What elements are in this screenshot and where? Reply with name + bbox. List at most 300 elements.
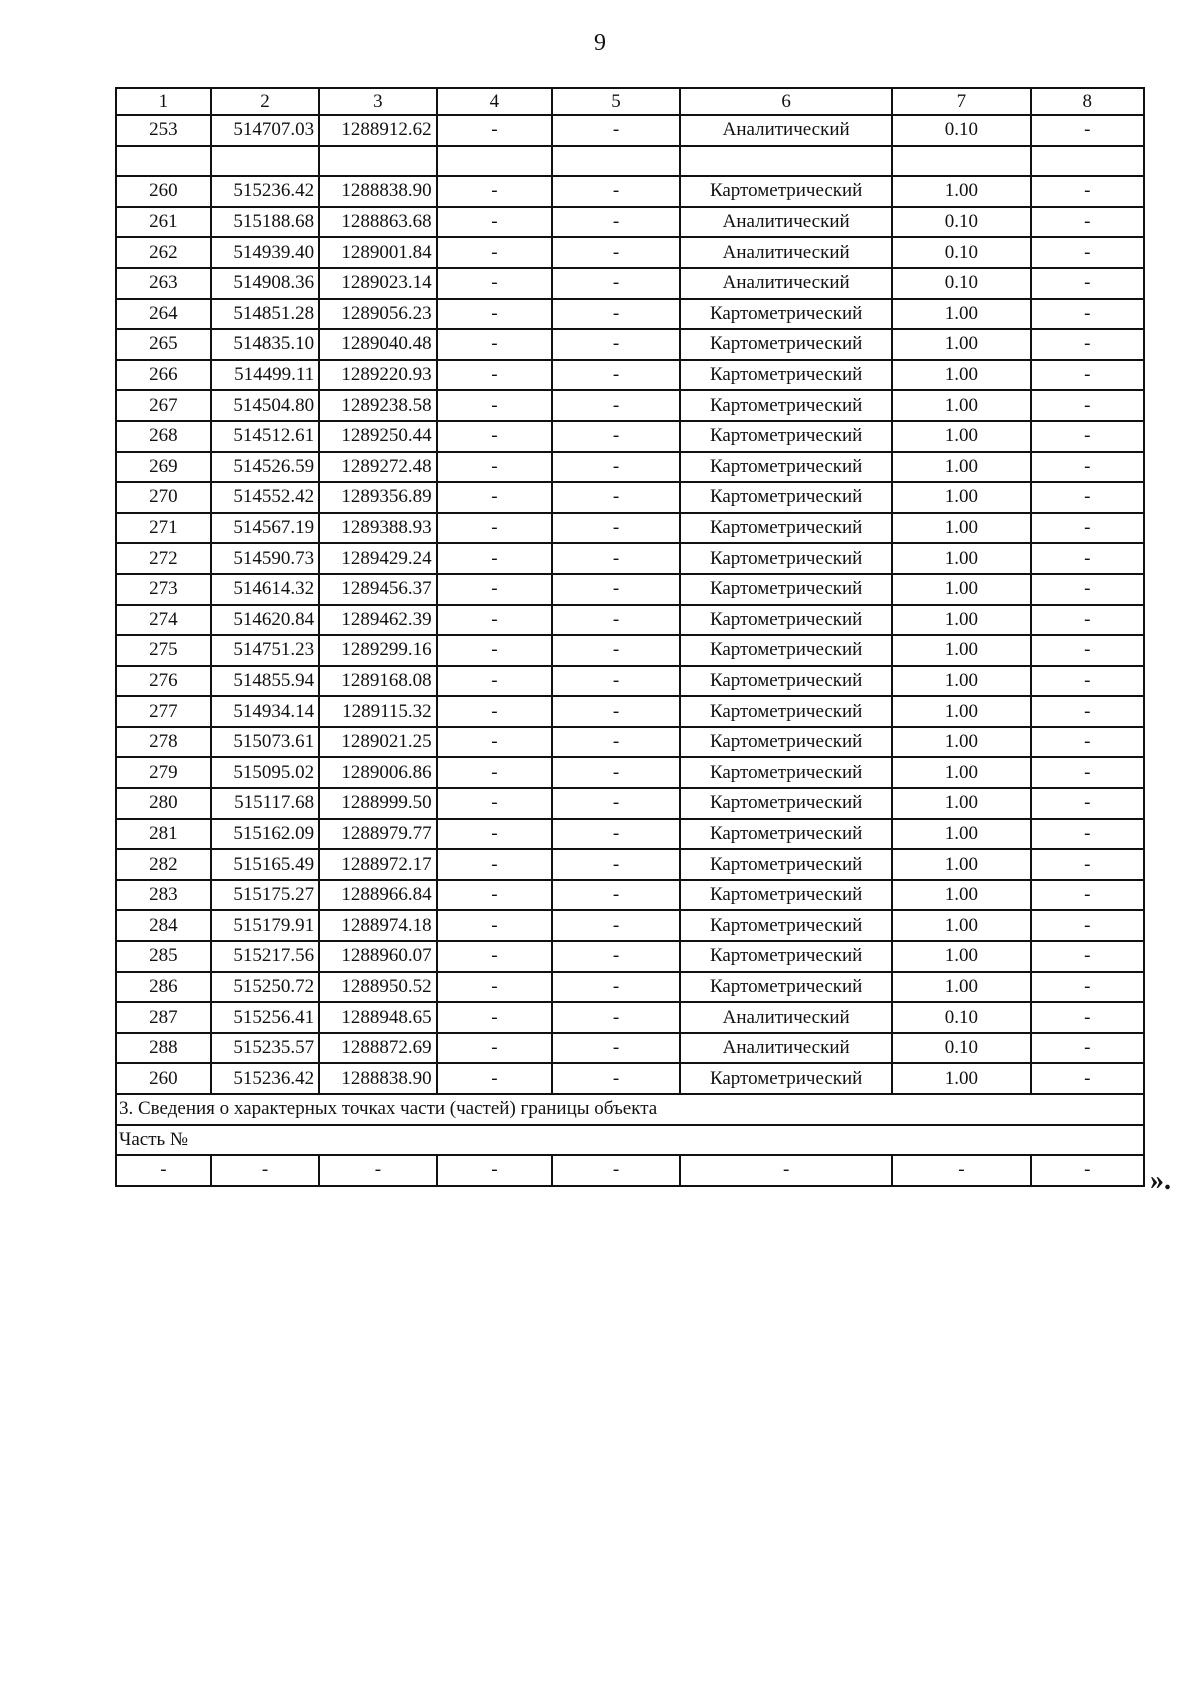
table-cell: - xyxy=(437,421,552,452)
table-cell: 515188.68 xyxy=(211,207,319,238)
table-cell: - xyxy=(552,757,680,788)
table-row xyxy=(116,880,1144,911)
table-cell: - xyxy=(1031,452,1145,483)
table-cell: Картометрический xyxy=(680,727,892,758)
table-cell: - xyxy=(552,574,680,605)
table-row xyxy=(116,390,1144,421)
table-cell: - xyxy=(1031,819,1145,850)
table-cell: 515250.72 xyxy=(211,972,319,1003)
section-title: 3. Сведения о характерных точках части (частей) границы объекта xyxy=(116,1094,1144,1125)
table-cell: 273 xyxy=(116,574,211,605)
table-cell: 1289023.14 xyxy=(319,268,437,299)
table-body xyxy=(116,115,1144,1094)
table-cell: 514939.40 xyxy=(211,237,319,268)
table-cell: 1288872.69 xyxy=(319,1033,437,1064)
table-cell: 514707.03 xyxy=(211,115,319,146)
table-cell: Картометрический xyxy=(680,666,892,697)
table-cell: - xyxy=(1031,788,1145,819)
table-cell: Картометрический xyxy=(680,176,892,207)
table-cell: - xyxy=(1031,268,1145,299)
table-row xyxy=(116,635,1144,666)
table-cell: 1.00 xyxy=(892,910,1030,941)
table-cell: Картометрический xyxy=(680,696,892,727)
table-cell: 1289168.08 xyxy=(319,666,437,697)
table-row xyxy=(116,696,1144,727)
table-cell: 0.10 xyxy=(892,237,1030,268)
table-cell: Картометрический xyxy=(680,972,892,1003)
table-cell: - xyxy=(552,910,680,941)
table-cell: - xyxy=(552,941,680,972)
table-cell: 261 xyxy=(116,207,211,238)
table-cell: 1289462.39 xyxy=(319,605,437,636)
table-cell: - xyxy=(437,1063,552,1094)
table-cell: 1.00 xyxy=(892,176,1030,207)
part-cell: - xyxy=(1031,1155,1145,1186)
table-cell: 1288979.77 xyxy=(319,819,437,850)
table-cell: 0.10 xyxy=(892,1002,1030,1033)
table-cell: 514590.73 xyxy=(211,543,319,574)
part-cell: - xyxy=(680,1155,892,1186)
table-cell: - xyxy=(552,880,680,911)
table-cell: - xyxy=(1031,972,1145,1003)
table-cell: - xyxy=(437,299,552,330)
table-cell: 1288838.90 xyxy=(319,176,437,207)
table-cell: - xyxy=(1031,115,1145,146)
table-cell: 1288912.62 xyxy=(319,115,437,146)
table-cell: Картометрический xyxy=(680,635,892,666)
table-cell: Аналитический xyxy=(680,207,892,238)
table-cell: - xyxy=(437,329,552,360)
table-cell: Аналитический xyxy=(680,1033,892,1064)
table-cell: 515236.42 xyxy=(211,1063,319,1094)
table-cell: - xyxy=(552,1063,680,1094)
table-cell: 260 xyxy=(116,1063,211,1094)
table-cell: 287 xyxy=(116,1002,211,1033)
table-cell: - xyxy=(437,115,552,146)
table-cell: 514552.42 xyxy=(211,482,319,513)
header-cell: 8 xyxy=(1031,88,1145,115)
table-cell: - xyxy=(1031,757,1145,788)
table-cell: - xyxy=(552,849,680,880)
table-cell: 288 xyxy=(116,1033,211,1064)
table-cell: 515217.56 xyxy=(211,941,319,972)
table-cell: Картометрический xyxy=(680,788,892,819)
table-cell: - xyxy=(437,972,552,1003)
table-cell: - xyxy=(437,880,552,911)
table-cell: - xyxy=(437,666,552,697)
table-cell: - xyxy=(1031,849,1145,880)
table-cell: - xyxy=(552,543,680,574)
table-cell: - xyxy=(437,757,552,788)
table-cell: 0.10 xyxy=(892,115,1030,146)
table-cell: Картометрический xyxy=(680,910,892,941)
table-cell: - xyxy=(1031,696,1145,727)
table-cell: 262 xyxy=(116,237,211,268)
table-cell: 1.00 xyxy=(892,941,1030,972)
table-cell: - xyxy=(1031,207,1145,238)
table-cell: - xyxy=(1031,1002,1145,1033)
table-cell: - xyxy=(552,207,680,238)
table-cell: 286 xyxy=(116,972,211,1003)
table-cell: 285 xyxy=(116,941,211,972)
table-cell: - xyxy=(552,513,680,544)
table-row xyxy=(116,207,1144,238)
table-cell: 1.00 xyxy=(892,390,1030,421)
table-cell: - xyxy=(1031,1033,1145,1064)
table-cell: - xyxy=(1031,727,1145,758)
table-row xyxy=(116,819,1144,850)
table-cell: - xyxy=(1031,1063,1145,1094)
table-cell: 271 xyxy=(116,513,211,544)
table-cell: 283 xyxy=(116,880,211,911)
table-cell: - xyxy=(437,1033,552,1064)
table-row xyxy=(116,452,1144,483)
table-cell: 1.00 xyxy=(892,329,1030,360)
table-cell xyxy=(211,146,319,177)
table-cell: - xyxy=(437,574,552,605)
table-cell: 1.00 xyxy=(892,757,1030,788)
table-cell: - xyxy=(437,543,552,574)
table-row xyxy=(116,268,1144,299)
table-cell: - xyxy=(1031,605,1145,636)
table-cell: 1288948.65 xyxy=(319,1002,437,1033)
table-cell: 1289021.25 xyxy=(319,727,437,758)
table-cell: 1289006.86 xyxy=(319,757,437,788)
table-cell: Картометрический xyxy=(680,360,892,391)
table-cell: 1289056.23 xyxy=(319,299,437,330)
table-row xyxy=(116,421,1144,452)
table-cell: 1.00 xyxy=(892,299,1030,330)
header-cell: 5 xyxy=(552,88,680,115)
table-cell: - xyxy=(437,390,552,421)
table-cell xyxy=(437,146,552,177)
table-cell: - xyxy=(1031,666,1145,697)
table-cell: 253 xyxy=(116,115,211,146)
table-cell: 515236.42 xyxy=(211,176,319,207)
table-cell: - xyxy=(437,788,552,819)
table-cell: - xyxy=(437,819,552,850)
table-cell: 265 xyxy=(116,329,211,360)
table-cell: Аналитический xyxy=(680,1002,892,1033)
table-row xyxy=(116,146,1144,177)
table-cell: - xyxy=(552,1033,680,1064)
part-row xyxy=(116,1155,1144,1186)
table-cell: 1.00 xyxy=(892,1063,1030,1094)
table-cell: 514851.28 xyxy=(211,299,319,330)
table-cell: 514620.84 xyxy=(211,605,319,636)
table-cell: Картометрический xyxy=(680,421,892,452)
table-cell: - xyxy=(1031,574,1145,605)
table-cell: - xyxy=(552,237,680,268)
table-cell: - xyxy=(1031,329,1145,360)
table-cell: 278 xyxy=(116,727,211,758)
table-cell: 260 xyxy=(116,176,211,207)
table-cell: 1288950.52 xyxy=(319,972,437,1003)
section-row xyxy=(116,1094,1144,1125)
table-cell: Аналитический xyxy=(680,115,892,146)
table-cell: 1288972.17 xyxy=(319,849,437,880)
part-cell: - xyxy=(319,1155,437,1186)
table-cell: 514499.11 xyxy=(211,360,319,391)
table-cell: - xyxy=(552,635,680,666)
table-cell: 514526.59 xyxy=(211,452,319,483)
table-cell xyxy=(552,146,680,177)
table-cell: - xyxy=(1031,635,1145,666)
table-cell: Картометрический xyxy=(680,757,892,788)
table-cell: 0.10 xyxy=(892,207,1030,238)
table-cell: 1.00 xyxy=(892,666,1030,697)
table-cell: 1289040.48 xyxy=(319,329,437,360)
table-cell: - xyxy=(1031,176,1145,207)
table-cell: 1.00 xyxy=(892,543,1030,574)
table-cell: - xyxy=(1031,513,1145,544)
table-cell: 1288999.50 xyxy=(319,788,437,819)
table-cell: 1288966.84 xyxy=(319,880,437,911)
table-cell xyxy=(319,146,437,177)
table-cell xyxy=(116,146,211,177)
table-cell: 1.00 xyxy=(892,513,1030,544)
table-cell: - xyxy=(552,421,680,452)
table-cell: - xyxy=(1031,390,1145,421)
table-cell: - xyxy=(1031,482,1145,513)
header-cell: 2 xyxy=(211,88,319,115)
table-cell: 1289220.93 xyxy=(319,360,437,391)
table-cell xyxy=(680,146,892,177)
table-row xyxy=(116,1002,1144,1033)
table-cell: - xyxy=(437,207,552,238)
table-cell: 1289456.37 xyxy=(319,574,437,605)
page-number: 9 xyxy=(594,30,606,56)
table-cell: - xyxy=(552,329,680,360)
table-cell: Картометрический xyxy=(680,513,892,544)
table-cell: 266 xyxy=(116,360,211,391)
table-cell: - xyxy=(437,696,552,727)
table-row xyxy=(116,329,1144,360)
table-cell: 515175.27 xyxy=(211,880,319,911)
table-cell: Картометрический xyxy=(680,574,892,605)
table-cell: Картометрический xyxy=(680,605,892,636)
table-cell: - xyxy=(1031,237,1145,268)
table-cell: 1289299.16 xyxy=(319,635,437,666)
table-cell: 515165.49 xyxy=(211,849,319,880)
table-cell: 1.00 xyxy=(892,972,1030,1003)
table-cell: - xyxy=(552,972,680,1003)
table-cell: 277 xyxy=(116,696,211,727)
table-cell: Картометрический xyxy=(680,1063,892,1094)
table-cell: 514512.61 xyxy=(211,421,319,452)
table-cell: 1.00 xyxy=(892,727,1030,758)
table-cell: 272 xyxy=(116,543,211,574)
table-cell: - xyxy=(552,788,680,819)
table-cell: 1.00 xyxy=(892,605,1030,636)
table-cell xyxy=(1031,146,1145,177)
part-cell: - xyxy=(437,1155,552,1186)
table-cell: 275 xyxy=(116,635,211,666)
table-row xyxy=(116,727,1144,758)
table-cell: 1.00 xyxy=(892,696,1030,727)
table-cell: - xyxy=(1031,299,1145,330)
table-cell: 281 xyxy=(116,819,211,850)
table-cell: - xyxy=(1031,360,1145,391)
table-cell: - xyxy=(552,605,680,636)
table-cell: Аналитический xyxy=(680,268,892,299)
table-row xyxy=(116,574,1144,605)
table-cell: - xyxy=(552,1002,680,1033)
table-cell: 270 xyxy=(116,482,211,513)
table-cell: 269 xyxy=(116,452,211,483)
table-cell: 1289238.58 xyxy=(319,390,437,421)
table-cell: - xyxy=(437,482,552,513)
table-cell: - xyxy=(437,176,552,207)
table-row xyxy=(116,513,1144,544)
table-cell: - xyxy=(1031,941,1145,972)
table-cell xyxy=(892,146,1030,177)
table-cell: 515073.61 xyxy=(211,727,319,758)
table-cell: 514908.36 xyxy=(211,268,319,299)
table-row xyxy=(116,666,1144,697)
table-cell: Картометрический xyxy=(680,482,892,513)
table-cell: - xyxy=(552,360,680,391)
table-cell: 1289429.24 xyxy=(319,543,437,574)
table-cell: 267 xyxy=(116,390,211,421)
closing-quote: ». xyxy=(1150,1165,1171,1196)
table-cell: Картометрический xyxy=(680,849,892,880)
table-cell: 1.00 xyxy=(892,574,1030,605)
table-cell: - xyxy=(437,605,552,636)
table-cell: 1.00 xyxy=(892,635,1030,666)
table-cell: - xyxy=(552,390,680,421)
table-cell: - xyxy=(437,849,552,880)
part-cell: - xyxy=(211,1155,319,1186)
table-cell: 274 xyxy=(116,605,211,636)
table-cell: 280 xyxy=(116,788,211,819)
table-cell: 1.00 xyxy=(892,482,1030,513)
table-cell: - xyxy=(552,115,680,146)
table-cell: 1.00 xyxy=(892,452,1030,483)
table-cell: 1289115.32 xyxy=(319,696,437,727)
table-cell: Картометрический xyxy=(680,819,892,850)
table-cell: 279 xyxy=(116,757,211,788)
header-cell: 6 xyxy=(680,88,892,115)
table-cell: 1289250.44 xyxy=(319,421,437,452)
table-cell: Картометрический xyxy=(680,543,892,574)
table-cell: 263 xyxy=(116,268,211,299)
table-cell: 276 xyxy=(116,666,211,697)
table-row xyxy=(116,972,1144,1003)
table-cell: 0.10 xyxy=(892,268,1030,299)
table-cell: - xyxy=(552,452,680,483)
table-cell: Картометрический xyxy=(680,880,892,911)
table-row xyxy=(116,849,1144,880)
table-row xyxy=(116,360,1144,391)
table-cell: - xyxy=(437,727,552,758)
table-cell: 514751.23 xyxy=(211,635,319,666)
table-cell: 1.00 xyxy=(892,360,1030,391)
table-cell: 1.00 xyxy=(892,880,1030,911)
table-cell: 1289356.89 xyxy=(319,482,437,513)
table-cell: 264 xyxy=(116,299,211,330)
table-cell: - xyxy=(552,727,680,758)
table-row xyxy=(116,605,1144,636)
table-cell: - xyxy=(1031,880,1145,911)
table-cell: 1.00 xyxy=(892,421,1030,452)
table-cell: 1.00 xyxy=(892,819,1030,850)
table-cell: - xyxy=(552,268,680,299)
table-cell: 282 xyxy=(116,849,211,880)
table-cell: 515117.68 xyxy=(211,788,319,819)
table-cell: 514504.80 xyxy=(211,390,319,421)
table-cell: 515235.57 xyxy=(211,1033,319,1064)
table-cell: 1.00 xyxy=(892,849,1030,880)
table-cell: 515162.09 xyxy=(211,819,319,850)
table-cell: - xyxy=(437,268,552,299)
table-cell: 268 xyxy=(116,421,211,452)
table-cell: - xyxy=(552,819,680,850)
table-cell: Картометрический xyxy=(680,452,892,483)
table-cell: 0.10 xyxy=(892,1033,1030,1064)
table-row xyxy=(116,543,1144,574)
table-cell: - xyxy=(552,666,680,697)
table-cell: Картометрический xyxy=(680,329,892,360)
table-cell: 514614.32 xyxy=(211,574,319,605)
table-cell: - xyxy=(552,696,680,727)
part-label: Часть № xyxy=(116,1125,1144,1156)
table-row xyxy=(116,237,1144,268)
table-cell: 1288838.90 xyxy=(319,1063,437,1094)
table-cell: - xyxy=(1031,543,1145,574)
header-cell: 1 xyxy=(116,88,211,115)
table-cell: - xyxy=(437,513,552,544)
table-cell: 284 xyxy=(116,910,211,941)
table-cell: Картометрический xyxy=(680,390,892,421)
header-row xyxy=(116,88,1144,115)
table-cell: 1.00 xyxy=(892,788,1030,819)
table-cell: 1289001.84 xyxy=(319,237,437,268)
table-cell: - xyxy=(437,910,552,941)
table-row xyxy=(116,788,1144,819)
table-cell: - xyxy=(437,237,552,268)
header-cell: 7 xyxy=(892,88,1030,115)
table-cell: - xyxy=(1031,421,1145,452)
part-cell: - xyxy=(892,1155,1030,1186)
table-cell: - xyxy=(552,176,680,207)
table-cell: 1288960.07 xyxy=(319,941,437,972)
table-cell: 1289272.48 xyxy=(319,452,437,483)
table-row xyxy=(116,299,1144,330)
table-row xyxy=(116,941,1144,972)
table-cell: 1289388.93 xyxy=(319,513,437,544)
table-cell: 514835.10 xyxy=(211,329,319,360)
part-label-row xyxy=(116,1125,1144,1156)
header-cell: 3 xyxy=(319,88,437,115)
table-cell: 514934.14 xyxy=(211,696,319,727)
table-cell: - xyxy=(437,360,552,391)
table-cell: - xyxy=(437,452,552,483)
coordinates-table xyxy=(115,87,1145,1187)
table-cell: 515095.02 xyxy=(211,757,319,788)
table-cell: - xyxy=(1031,910,1145,941)
part-cell: - xyxy=(552,1155,680,1186)
table-cell: - xyxy=(437,635,552,666)
table-row xyxy=(116,176,1144,207)
table-cell: Аналитический xyxy=(680,237,892,268)
table-row xyxy=(116,910,1144,941)
table-cell: 1288974.18 xyxy=(319,910,437,941)
table-cell: 515256.41 xyxy=(211,1002,319,1033)
table-row xyxy=(116,1033,1144,1064)
table-row xyxy=(116,115,1144,146)
table-cell: 515179.91 xyxy=(211,910,319,941)
